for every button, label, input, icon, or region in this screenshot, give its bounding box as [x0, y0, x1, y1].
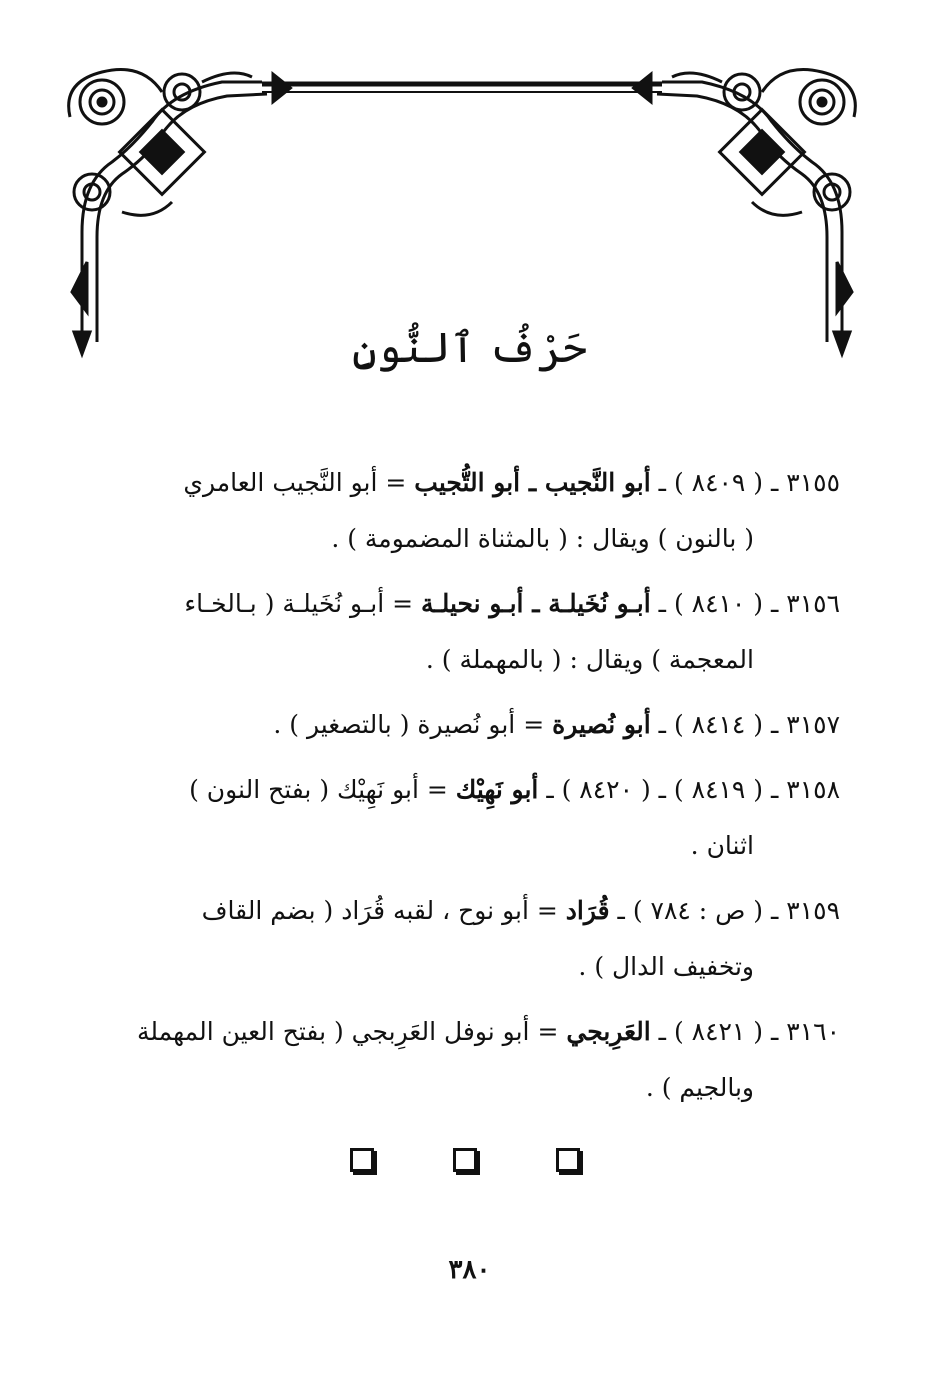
entry-ref: ( ٨٤٢١ )	[673, 1017, 764, 1046]
entry-names: العَرِبجي	[566, 1017, 651, 1046]
entry-3157: ٣١٥٧ ـ ( ٨٤١٤ ) ـ أبو نُصيرة = أبو نُصيرة ( بالتصغير ) .	[273, 710, 840, 739]
entry-text: = أبـو نُخَيلـة ( بـالخـاء	[184, 589, 414, 618]
entry-continuation: وبالجيم ) .	[645, 1073, 754, 1102]
entry-continuation: ( بالنون ) ويقال : ( بالمثناة المضمومة ) .	[331, 524, 754, 553]
entry-number: ٣١٦٠	[786, 1017, 840, 1046]
entry-names: أبو نُصيرة	[552, 710, 651, 739]
entry-names: قُرَاد	[565, 896, 610, 925]
entry-ref: ( ٨٤١٩ ) ـ ( ٨٤٢٠ )	[561, 775, 764, 804]
page-number: ٣٨٠	[448, 1255, 491, 1285]
entry-text: = أبو النَّجيب العامري	[183, 468, 407, 497]
entry-number: ٣١٥٨	[786, 775, 840, 804]
section-end-marks	[0, 1148, 939, 1188]
end-square-icon	[350, 1148, 374, 1172]
entry-names: أبو النَّجيب ـ أبو التُّجيب	[414, 468, 651, 497]
entry-text: = أبو نُصيرة ( بالتصغير ) .	[273, 710, 545, 739]
chapter-title: حَرْفُ ٱلنُّونِ	[352, 323, 587, 372]
entry-ref: ( ٨٤١٠ )	[673, 589, 764, 618]
entry-3155: ٣١٥٥ ـ ( ٨٤٠٩ ) ـ أبو النَّجيب ـ أبو التُّجيب = أبو النَّجيب العامري ( بالنون ) ويقال : ( بالمثناة المضمومة ) .	[92, 455, 840, 567]
ornament-right-corner	[657, 70, 855, 355]
entry-text: = أبو نَهِيْك ( بفتح النون )	[189, 775, 448, 804]
end-square-icon	[453, 1148, 477, 1172]
entry-names: أبو نَهِيْك	[455, 775, 539, 804]
entry-continuation: وتخفيف الدال ) .	[578, 952, 754, 981]
entry-3160: ٣١٦٠ ـ ( ٨٤٢١ ) ـ العَرِبجي = أبو نوفل العَرِبجي ( بفتح العين المهملة وبالجيم ) .	[92, 1004, 840, 1116]
entry-3159: ٣١٥٩ ـ ( ص : ٧٨٤ ) ـ قُرَاد = أبو نوح ، لقبه قُرَاد ( بضم القاف وتخفيف الدال ) .	[92, 883, 840, 995]
entry-ref: ( ص : ٧٨٤ )	[632, 896, 764, 925]
entry-continuation: المعجمة ) ويقال : ( بالمهملة ) .	[425, 645, 754, 674]
entry-3158: ٣١٥٨ ـ ( ٨٤١٩ ) ـ ( ٨٤٢٠ ) ـ أبو نَهِيْك = أبو نَهِيْك ( بفتح النون ) اثنان .	[92, 762, 840, 874]
entry-number: ٣١٥٩	[786, 896, 840, 925]
ornament-top-bar	[262, 72, 662, 104]
entry-ref: ( ٨٤١٤ )	[673, 710, 764, 739]
entry-number: ٣١٥٥	[786, 468, 840, 497]
entry-text: = أبو نوح ، لقبه قُرَاد ( بضم القاف	[201, 896, 558, 925]
entry-number: ٣١٥٧	[786, 710, 840, 739]
entry-continuation: اثنان .	[690, 831, 754, 860]
entry-ref: ( ٨٤٠٩ )	[673, 468, 764, 497]
entry-text: = أبو نوفل العَرِبجي ( بفتح العين المهملة	[136, 1017, 559, 1046]
entry-number: ٣١٥٦	[786, 589, 840, 618]
end-square-icon	[556, 1148, 580, 1172]
ornament-left-corner	[69, 70, 267, 355]
entry-names: أبـو نُخَيلـة ـ أبـو نحيلـة	[421, 589, 651, 618]
ornamental-header-frame	[62, 62, 862, 362]
entries-list	[92, 455, 840, 1125]
entry-3156: ٣١٥٦ ـ ( ٨٤١٠ ) ـ أبـو نُخَيلـة ـ أبـو نحيلـة = أبـو نُخَيلـة ( بـالخـاء المعجمة ) ويقال : ( بالمهملة ) .	[92, 576, 840, 688]
